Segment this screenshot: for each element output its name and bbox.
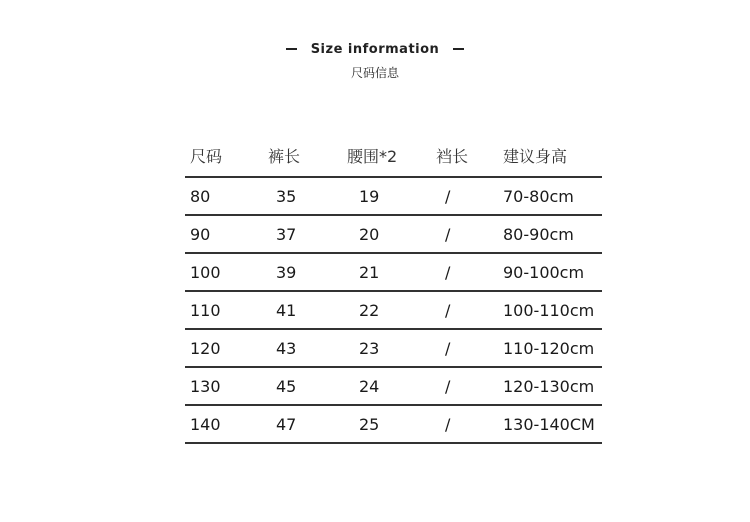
- cell-crotch: /: [445, 187, 451, 206]
- cell-size: 120: [190, 339, 221, 358]
- cell-crotch: /: [445, 225, 451, 244]
- cell-height: 100-110cm: [503, 301, 595, 320]
- left-dash: [286, 48, 297, 50]
- cell-waist: 19: [359, 187, 380, 206]
- cell-crotch: /: [445, 339, 451, 358]
- table-row: [185, 252, 602, 290]
- cell-waist: 24: [359, 377, 380, 396]
- cell-length: 43: [276, 339, 297, 358]
- size-table: [185, 138, 602, 444]
- cell-height: 90-100cm: [503, 263, 585, 282]
- cell-size: 140: [190, 415, 221, 434]
- page-subtitle: 尺码信息: [350, 66, 399, 80]
- table-row: [185, 290, 602, 328]
- table-row: [185, 214, 602, 252]
- cell-length: 45: [276, 377, 297, 396]
- column-header-waist: 腰围*2: [347, 147, 398, 166]
- cell-height: 70-80cm: [503, 187, 574, 206]
- cell-length: 39: [276, 263, 297, 282]
- cell-height: 110-120cm: [503, 339, 595, 358]
- cell-waist: 25: [359, 415, 380, 434]
- page-title: Size information: [310, 41, 440, 57]
- table-row: [185, 366, 602, 404]
- column-header-size: 尺码: [190, 147, 223, 166]
- cell-size: 80: [190, 187, 211, 206]
- table-row: [185, 176, 602, 214]
- title-row: [0, 40, 750, 58]
- table-header: [185, 138, 602, 176]
- cell-length: 37: [276, 225, 297, 244]
- cell-waist: 22: [359, 301, 380, 320]
- table-row: [185, 404, 602, 444]
- cell-length: 47: [276, 415, 297, 434]
- cell-height: 80-90cm: [503, 225, 574, 244]
- column-header-length: 裤长: [268, 147, 301, 166]
- cell-crotch: /: [445, 301, 451, 320]
- cell-height: 120-130cm: [503, 377, 595, 396]
- cell-waist: 21: [359, 263, 380, 282]
- cell-crotch: /: [445, 377, 451, 396]
- cell-size: 100: [190, 263, 221, 282]
- cell-size: 130: [190, 377, 221, 396]
- cell-length: 35: [276, 187, 297, 206]
- table-row: [185, 328, 602, 366]
- cell-waist: 20: [359, 225, 380, 244]
- cell-waist: 23: [359, 339, 380, 358]
- cell-crotch: /: [445, 263, 451, 282]
- cell-length: 41: [276, 301, 297, 320]
- cell-crotch: /: [445, 415, 451, 434]
- column-header-height: 建议身高: [503, 147, 568, 166]
- column-header-crotch: 裆长: [436, 147, 469, 166]
- right-dash: [453, 48, 464, 50]
- cell-height: 130-140CM: [503, 415, 595, 434]
- cell-size: 90: [190, 225, 211, 244]
- cell-size: 110: [190, 301, 221, 320]
